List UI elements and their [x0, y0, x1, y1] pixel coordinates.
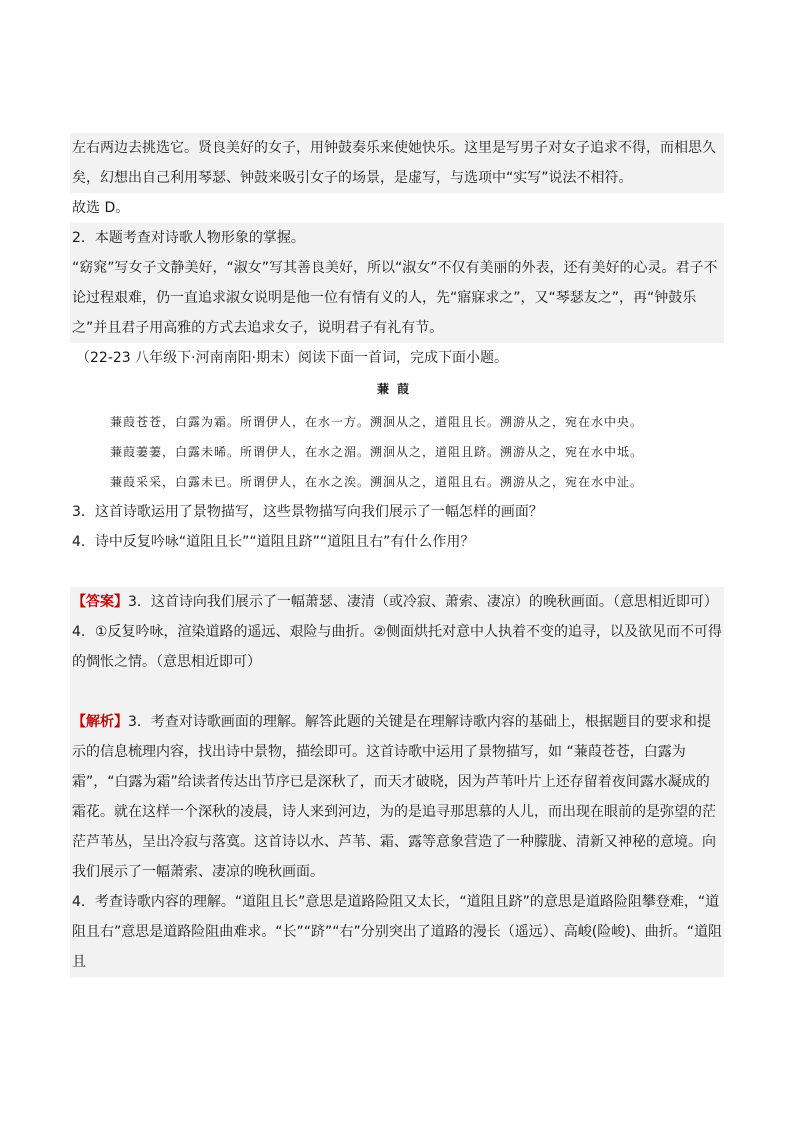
poem-stanza-1: 蒹葭苍苍，白露为霜。所谓伊人，在水一方。溯洄从之，道阻且长。溯游从之，宛在水中央。 [110, 415, 644, 429]
question-intro: （22-23 八年级下·河南南阳·期末）阅读下面一首词，完成下面小题。 [76, 350, 509, 366]
answer-line-1 [70, 587, 724, 617]
poem-title: 蒹葭 [376, 382, 417, 396]
previous-analysis-text: 左右两边去挑选它。贤良美好的女子，用钟鼓奏乐来使她快乐。这里是写男子对女子追求不得，而相思久矣，幻想出自己利用琴瑟、钟鼓来吸引女子的场景，是虚写，与选项中“实写”说法不相符。 [70, 133, 724, 193]
poem-stanza-2: 蒹葭萋萋，白露未晞。所谓伊人，在水之湄。溯洄从之，道阻且跻。溯游从之，宛在水中坻。 [110, 445, 644, 459]
question-4: 4．诗中反复吟咏“道阻且长”“道阻且跻”“道阻且右”有什么作用？ [72, 534, 475, 550]
answer-label: 【答案】 [72, 594, 128, 610]
question-3: 3．这首诗歌运用了景物描写，这些景物描写向我们展示了一幅怎样的画面？ [72, 504, 543, 520]
analysis-para-1 [70, 707, 724, 887]
analysis-label: 【解析】 [72, 714, 128, 730]
answer-line-2: 4．①反复吟咏，渲染道路的遥远、艰险与曲折。②侧面烘托对意中人执着不变的追寻，以及欲见而不可得的惆怅之情。（意思相近即可） [70, 617, 724, 677]
spacer [70, 677, 724, 707]
analysis-text-1: 3．考查对诗歌画面的理解。解答此题的关键是在理解诗歌内容的基础上，根据题目的要求和提示的信息梳理内容，找出诗中景物，描绘即可。这首诗歌中运用了景物描写，如 “蒹葭苍苍，白露为霜”，“白露为霜”给读者传达出节序已是深秋了，而天才破晓，因为芦苇叶片上还存留着夜间露水凝成的霜花。就在这样一个深秋的凌晨，诗人来到河边，为的是追寻那思慕的人儿，而出现在眼前的是弥望的茫茫芦苇丛，呈出冷寂与落寞。这首诗以水、芦苇、霜、露等意象营造了一种朦胧、清新又神秘的意境。向我们展示了一幅萧索、凄凉的晚秋画面。 [72, 714, 716, 880]
question-2-analysis-heading: 2．本题考查对诗歌人物形象的掌握。 [70, 223, 724, 253]
poem-stanza-3: 蒹葭采采，白露未已。所谓伊人，在水之涘。溯洄从之，道阻且右。溯游从之，宛在水中沚。 [110, 475, 644, 489]
answer-text-1: 3．这首诗向我们展示了一幅萧瑟、凄清（或冷寂、萧索、凄凉）的晚秋画面。（意思相近即可） [128, 594, 718, 610]
analysis-para-2: 4．考查诗歌内容的理解。“道阻且长”意思是道路险阻又太长，“道阻且跻”的意思是道路险阻攀登难，“道阻且右”意思是道路险阻曲难求。“长”“跻”“右”分别突出了道路的漫长（遥远）、高峻(险峻)、曲折。“道阻且 [70, 887, 724, 977]
answer-choice-line: 故选 D。 [72, 200, 130, 216]
question-2-analysis-text: “窈窕”写女子文静美好，“淑女”写其善良美好，所以“淑女”不仅有美丽的外表，还有美好的心灵。君子不论过程艰难，仍一直追求淑女说明是他一位有情有义的人，先“寤寐求之”，又“琴瑟友之”，再“钟鼓乐之”并且君子用高雅的方式去追求女子，说明君子有礼有节。 [70, 253, 724, 343]
page-content [70, 133, 724, 977]
spacer [70, 557, 724, 587]
